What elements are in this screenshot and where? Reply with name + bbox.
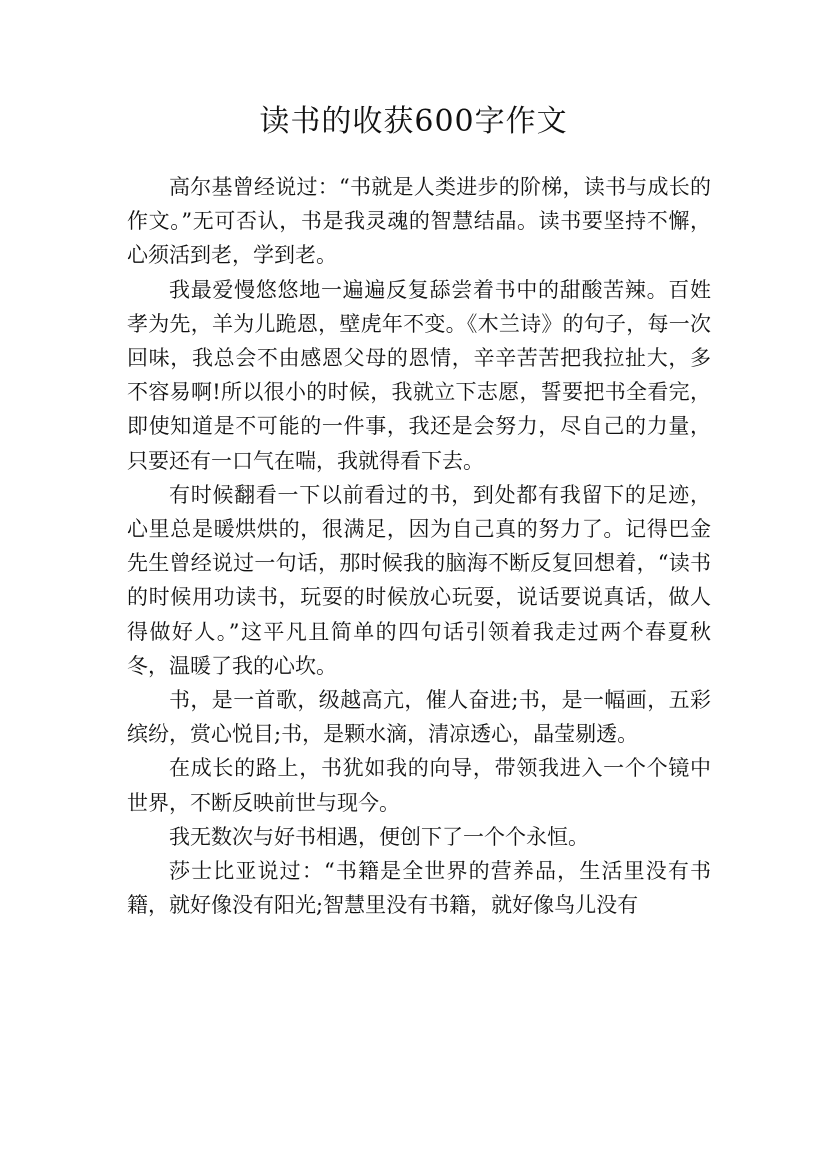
paragraph-4: 书，是一首歌，级越高亢，催人奋进;书，是一幅画，五彩缤纷，赏心悦目;书，是颗水滴，清凉透心，晶莹剔透。 [127,688,711,747]
paragraph-5: 在成长的路上，书犹如我的向导，带领我进入一个个镜中世界，不断反映前世与现今。 [127,756,711,815]
paragraph-3: 有时候翻看一下以前看过的书，到处都有我留下的足迹，心里总是暖烘烘的，很满足，因为自己真的努力了。记得巴金先生曾经说过一句话，那时候我的脑海不断反复回想着，“读书的时候用功读书，玩耍的时候放心玩耍，说话要说真话，做人得做好人。”这平凡且简单的四句话引领着我走过两个春夏秋冬，温暖了我的心坎。 [127,482,711,678]
paragraph-2: 我最爱慢悠悠地一遍遍反复舔尝着书中的甜酸苦辣。百姓孝为先，羊为儿跪恩，壁虎年不变。《木兰诗》的句子，每一次回味，我总会不由感恩父母的恩情，辛辛苦苦把我拉扯大，多不容易啊!所以很小的时候，我就立下志愿，誓要把书全看完，即使知道是不可能的一件事，我还是会努力，尽自己的力量，只要还有一口气在喘，我就得看下去。 [127,277,711,473]
paragraph-6: 我无数次与好书相遇，便创下了一个个永恒。 [169,824,589,849]
paragraph-1: 高尔基曾经说过：“书就是人类进步的阶梯，读书与成长的作文。”无可否认，书是我灵魂的智慧结晶。读书要坚持不懈，心须活到老，学到老。 [127,175,711,268]
paragraph-7: 莎士比亚说过：“书籍是全世界的营养品，生活里没有书籍，就好像没有阳光;智慧里没有书籍，就好像鸟儿没有 [127,859,711,918]
document-body [127,170,711,922]
document-title: 读书的收获600字作文 [259,104,568,139]
